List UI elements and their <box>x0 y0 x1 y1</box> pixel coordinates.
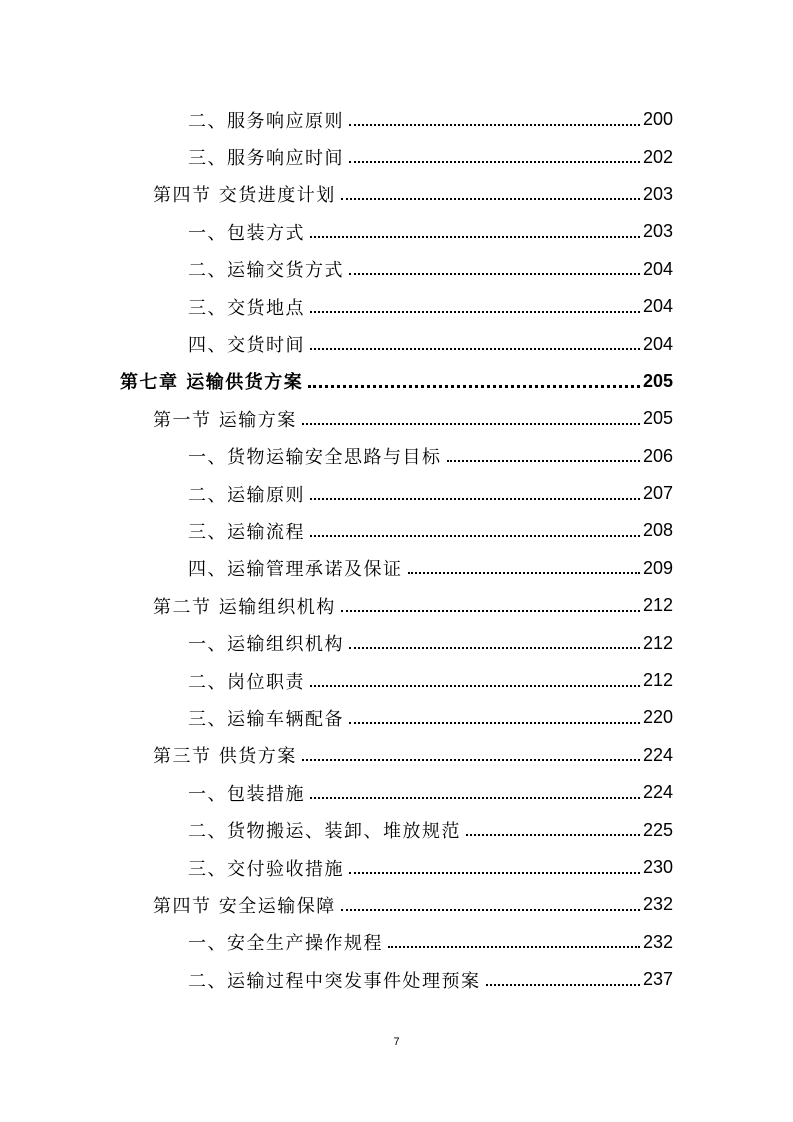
toc-entry-page: 212 <box>642 595 673 616</box>
dot-leader <box>341 610 640 612</box>
toc-entry-page: 203 <box>642 183 673 204</box>
toc-entry-page: 203 <box>642 221 673 242</box>
toc-entry[interactable] <box>0 699 793 736</box>
toc-entry-page: 224 <box>642 782 673 803</box>
toc-entry[interactable] <box>0 811 793 848</box>
toc-entry-page: 204 <box>642 333 673 354</box>
toc-entry-title: 二、运输过程中突发事件处理预案 <box>188 970 481 992</box>
dot-leader <box>310 535 640 537</box>
toc-entry-page: 212 <box>642 670 673 691</box>
toc-entry[interactable] <box>0 886 793 923</box>
toc-entry-title: 二、货物搬运、装卸、堆放规范 <box>188 821 461 843</box>
toc-entry-title: 第四节 交货进度计划 <box>153 185 336 207</box>
dot-leader <box>302 759 640 761</box>
toc-entry[interactable] <box>0 438 793 475</box>
toc-entry[interactable] <box>0 774 793 811</box>
dot-leader <box>349 872 640 874</box>
toc-entry[interactable] <box>0 288 793 325</box>
toc-entry-title: 三、交货地点 <box>188 297 305 319</box>
toc-entry-title: 第二节 运输组织机构 <box>153 596 336 618</box>
toc-entry-page: 204 <box>642 258 673 279</box>
toc-entry[interactable] <box>0 251 793 288</box>
toc-entry-title: 三、运输车辆配备 <box>188 708 344 730</box>
toc-entry-page: 206 <box>642 445 673 466</box>
dot-leader <box>310 236 640 238</box>
dot-leader <box>310 685 640 687</box>
page-number: 7 <box>393 1036 400 1048</box>
dot-leader <box>310 797 640 799</box>
toc-entry-title: 二、运输原则 <box>188 484 305 506</box>
toc-entry-title: 三、交付验收措施 <box>188 858 344 880</box>
toc-entry-title: 一、包装措施 <box>188 783 305 805</box>
toc-entry[interactable] <box>0 961 793 998</box>
toc-entry-page: 205 <box>642 370 673 391</box>
toc-entry-page: 232 <box>642 894 673 915</box>
toc-entry-page: 230 <box>642 857 673 877</box>
toc-entry[interactable] <box>0 849 793 886</box>
toc-entry-page: 208 <box>642 520 673 541</box>
dot-leader <box>349 273 640 275</box>
toc-entry[interactable] <box>0 176 793 213</box>
toc-entry[interactable] <box>0 737 793 774</box>
toc-entry-page: 209 <box>642 557 673 578</box>
dot-leader <box>302 423 640 425</box>
toc-entry[interactable] <box>0 550 793 587</box>
dot-leader <box>486 984 640 986</box>
toc-entry-title: 第四节 安全运输保障 <box>153 895 336 917</box>
table-of-contents <box>0 101 793 998</box>
dot-leader <box>341 198 640 200</box>
toc-entry-title: 一、运输组织机构 <box>188 634 344 656</box>
dot-leader <box>310 498 640 500</box>
toc-entry-title: 二、服务响应原则 <box>188 110 344 132</box>
toc-entry[interactable] <box>0 363 793 400</box>
toc-entry[interactable] <box>0 587 793 624</box>
toc-entry-title: 一、安全生产操作规程 <box>188 933 383 955</box>
toc-entry-title: 四、运输管理承诺及保证 <box>188 559 403 581</box>
dot-leader <box>388 946 640 948</box>
toc-entry-page: 220 <box>642 707 673 728</box>
toc-entry-title: 一、货物运输安全思路与目标 <box>188 447 442 469</box>
toc-entry-page: 205 <box>642 408 673 429</box>
toc-entry[interactable] <box>0 924 793 961</box>
dot-leader <box>349 161 640 163</box>
toc-entry-page: 202 <box>642 146 673 167</box>
toc-entry[interactable] <box>0 512 793 549</box>
toc-entry[interactable] <box>0 325 793 362</box>
dot-leader <box>310 348 640 350</box>
dot-leader <box>349 722 640 724</box>
toc-entry-title: 三、运输流程 <box>188 521 305 543</box>
toc-entry[interactable] <box>0 475 793 512</box>
toc-entry-page: 200 <box>642 109 673 130</box>
toc-entry-title: 三、服务响应时间 <box>188 148 344 170</box>
toc-entry-page: 232 <box>642 931 673 952</box>
dot-leader <box>308 385 640 388</box>
toc-entry-title: 四、交货时间 <box>188 335 305 357</box>
dot-leader <box>310 311 640 313</box>
toc-entry[interactable] <box>0 213 793 250</box>
toc-entry-page: 204 <box>642 296 673 317</box>
toc-entry-page: 207 <box>642 483 673 504</box>
dot-leader <box>341 909 640 911</box>
toc-entry[interactable] <box>0 138 793 175</box>
dot-leader <box>447 460 640 462</box>
toc-entry-page: 225 <box>642 819 673 840</box>
toc-entry[interactable] <box>0 400 793 437</box>
toc-entry-title: 第三节 供货方案 <box>153 746 297 768</box>
dot-leader <box>349 647 640 649</box>
toc-entry-title: 第七章 运输供货方案 <box>120 372 304 394</box>
toc-entry-title: 一、包装方式 <box>188 222 305 244</box>
toc-entry-page: 237 <box>642 969 673 990</box>
dot-leader <box>349 124 640 126</box>
toc-entry[interactable] <box>0 624 793 661</box>
toc-entry[interactable] <box>0 101 793 138</box>
toc-entry-page: 212 <box>642 632 673 653</box>
toc-entry-page: 224 <box>642 744 673 765</box>
dot-leader <box>408 572 640 574</box>
toc-entry-title: 二、岗位职责 <box>188 671 305 693</box>
dot-leader <box>466 834 640 836</box>
toc-entry-title: 二、运输交货方式 <box>188 260 344 282</box>
toc-entry-title: 第一节 运输方案 <box>153 409 297 431</box>
toc-entry[interactable] <box>0 662 793 699</box>
